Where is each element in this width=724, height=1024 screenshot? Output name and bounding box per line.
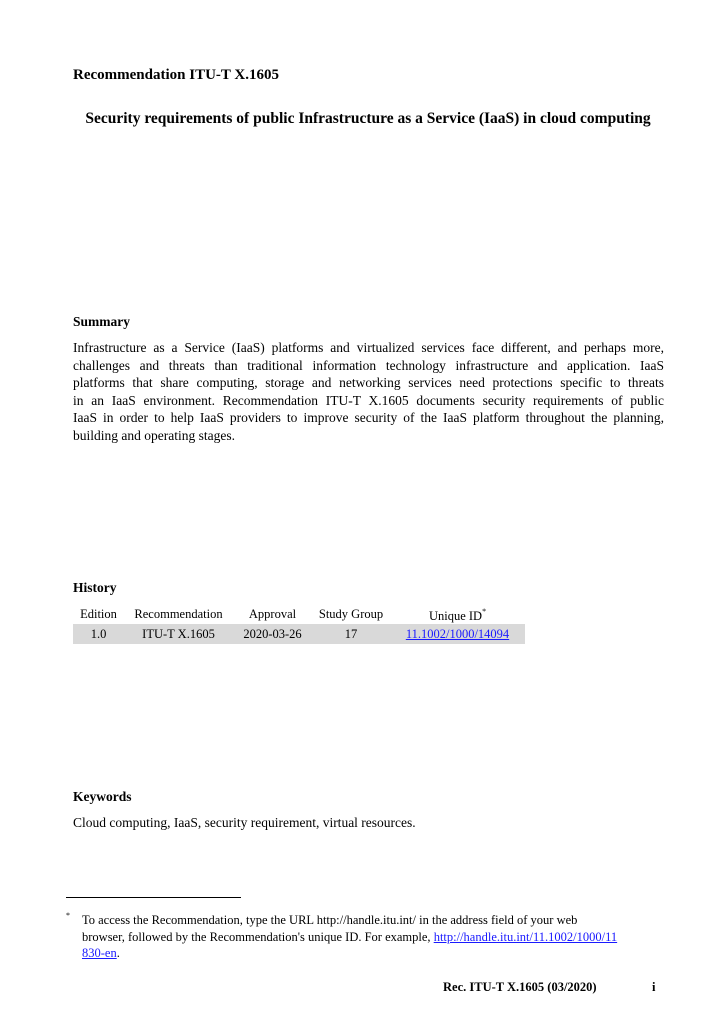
- footnote-example-link[interactable]: http://handle.itu.int/11.1002/1000/11: [433, 929, 618, 944]
- cell-edition: 1.0: [73, 624, 124, 644]
- column-header-recommendation: Recommendation: [134, 607, 223, 621]
- footnote-line: [82, 929, 662, 946]
- cell-approval: 2020-03-26: [233, 624, 312, 644]
- history-table: [73, 604, 525, 644]
- table-row: [73, 624, 525, 644]
- page-number: i: [652, 980, 656, 994]
- column-header-approval: Approval: [248, 607, 297, 621]
- history-header-row: [73, 604, 525, 624]
- recommendation-title: Recommendation ITU-T X.1605: [73, 67, 279, 83]
- summary-heading: Summary: [73, 314, 130, 329]
- keywords-text: Cloud computing, IaaS, security requirement, virtual resources.: [73, 815, 416, 830]
- summary-line: building and operating stages.: [73, 427, 235, 443]
- footnote-line: [82, 945, 662, 962]
- page-footer-label: Rec. ITU-T X.1605 (03/2020): [443, 980, 597, 994]
- unique-id-link[interactable]: 11.1002/1000/14094: [405, 627, 510, 641]
- column-header-edition: Edition: [80, 607, 117, 621]
- summary-line: challenges and threats than traditional information technology infrastructure and application. IaaS: [73, 357, 664, 373]
- unique-id-label: Unique ID: [428, 609, 483, 623]
- document-title: Security requirements of public Infrastructure as a Service (IaaS) in cloud computing: [85, 110, 651, 127]
- keywords-heading: Keywords: [73, 789, 132, 804]
- footnote-line: To access the Recommendation, type the URL http://handle.itu.int/ in the address field of your web: [82, 913, 578, 927]
- column-header-unique-id: [390, 604, 525, 624]
- summary-line: platforms that share computing, storage and networking services need protections specific to threats: [73, 375, 664, 390]
- footnote-divider: [66, 897, 241, 898]
- footnote-end: .: [116, 946, 120, 960]
- footnote: [82, 912, 662, 962]
- summary-line: in an IaaS environment. Recommendation ITU-T X.1605 documents security requirements of public: [73, 392, 664, 408]
- footnote-mark: *: [66, 911, 70, 920]
- summary-line: IaaS in order to help IaaS providers to improve security of the IaaS platform throughout the planning,: [73, 410, 664, 425]
- column-header-study-group: Study Group: [318, 607, 384, 621]
- summary-text: [73, 339, 664, 444]
- summary-line: Infrastructure as a Service (IaaS) platforms and virtualized services face different, and perhaps more,: [73, 340, 664, 355]
- cell-study-group: 17: [312, 624, 390, 644]
- footnote-line-text: browser, followed by the Recommendation's unique ID. For example,: [82, 929, 434, 944]
- cell-recommendation: ITU-T X.1605: [124, 624, 233, 644]
- cell-unique-id: [390, 624, 525, 644]
- history-heading: History: [73, 580, 117, 595]
- footnote-reference: *: [482, 607, 487, 616]
- footnote-example-link-continued[interactable]: 830-en: [82, 946, 117, 960]
